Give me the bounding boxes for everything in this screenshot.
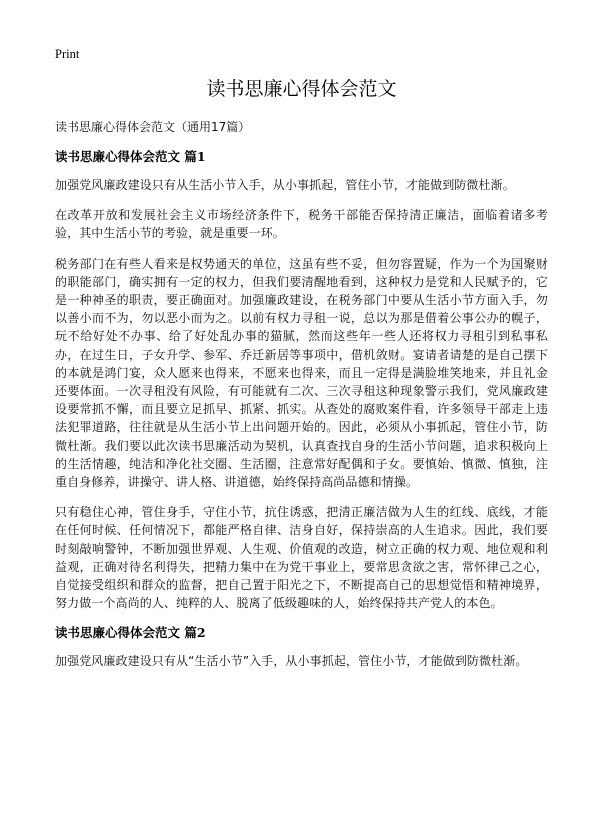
document-title: 读书思廉心得体会范文 [206, 78, 397, 100]
document-subtitle: 读书思廉心得体会范文（通用17篇） [55, 120, 251, 134]
section-2 [55, 624, 548, 670]
paragraph: 在改革开放和发展社会主义市场经济条件下，税务干部能否保持清正廉洁，面临着诸多考验，其中生活小节的考验，就是重要一环。 [55, 208, 548, 241]
print-label: Print [55, 47, 80, 61]
paragraph: 加强党风廉政建设只有从生活小节入手，从小事抓起，管住小节，才能做到防微杜渐。 [55, 178, 515, 192]
section-heading: 读书思廉心得体会范文 篇1 [55, 149, 206, 164]
section-1 [55, 148, 548, 612]
paragraph: 税务部门在有些人看来是权势通天的单位，这虽有些不妥，但勿容置疑，作为一个为国聚财的职能部门，确实拥有一定的权力，但我们要清醒地看到，这种权力是党和人民赋予的，它是一种神圣的职责，要正确面对。加强廉政建设，在税务部门中要从生活小节方面入手，勿以善小而不为，勿以恶小而为之。以前有权力寻租一说，总以为那是借着公事公办的幌子，玩不给好处不办事、给了好处乱办事的猫腻，然而这些年一些人还将权力寻租引到私事私办，在过生日，子女升学、参军、乔迁新居等事项中，借机敛财。宴请者请楚的是自己摆下的本就是鸿门宴，众人愿来也得来，不愿来也得来，而且一定得是满脸堆笑地来，并且礼金还要体面。一次寻租没有风险，有可能就有二次、三次寻租这种现象警示我们，党风廉政建设要常抓不懈，而且要立足抓早、抓紧、抓实。从查处的腐败案件看，许多领导干部走上违法犯罪道路，往往就是从生活小节上出问题开始的。因此，必须从小事抓起，管住小节，防微杜渐。我们要以此次读书思廉活动为契机，认真查找自身的生活小节问题，追求积极向上的生活情趣，纯洁和净化社交圈、生活圈，注意常好配偶和子女。要慎始、慎微、慎独，注重自身修养，讲操守、讲人格、讲道德，始终保持高尚品德和情操。 [55, 256, 548, 490]
paragraph: 只有稳住心神，管住身手，守住小节，抗住诱惑，把清正廉洁做为人生的红线、底线，才能在任何时候、任何情况下，都能严格自律、洁身自好，保持崇高的人生追求。因此，我们要时刻敲响警钟，不断加强世界观、人生观、价值观的改造，树立正确的权力观、地位观和利益观，正确对待名利得失，把精力集中在为党干事业上，要常思贪欲之害，常怀律己之心，自觉接受组织和群众的监督，把自己置于阳光之下，不断提高自己的思想觉悟和精神境界，努力做一个高尚的人、纯粹的人、脱离了低级趣味的人，始终保持共产党人的本色。 [55, 505, 548, 611]
section-heading: 读书思廉心得体会范文 篇2 [55, 625, 206, 641]
paragraph: 加强党风廉政建设只有从“生活小节”入手，从小事抓起，管住小节，才能做到防微杜渐。 [55, 654, 528, 669]
